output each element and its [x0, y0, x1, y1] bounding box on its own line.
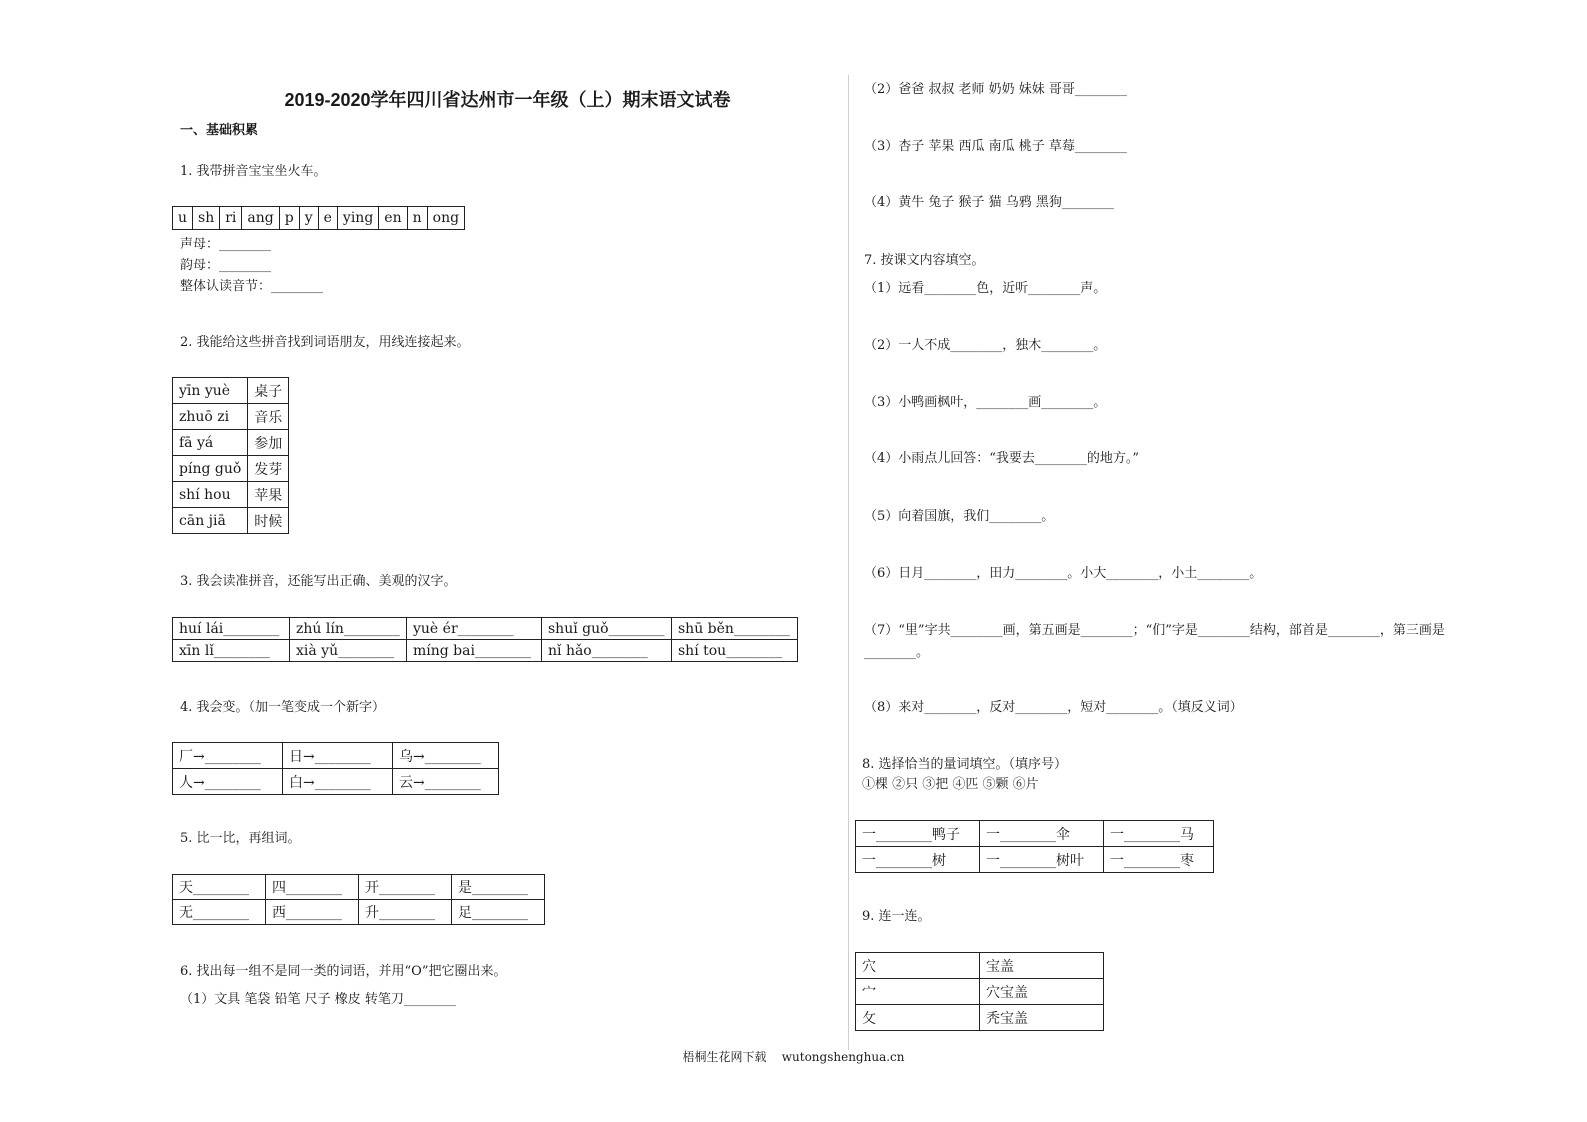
write-cell: yuè ér________ — [407, 618, 542, 640]
word-cell: 参加 — [248, 430, 289, 456]
pinyin-write-table — [172, 617, 798, 662]
write-cell: zhú lín________ — [290, 618, 407, 640]
word-cell: 升________ — [359, 900, 452, 925]
radical-name-cell: 宝盖 — [980, 953, 1104, 979]
pinyin-cell: zhuō zi — [173, 404, 248, 430]
word-cell: 发芽 — [248, 456, 289, 482]
question-2-prompt: 2. 我能给这些拼音找到词语朋友，用线连接起来。 — [180, 335, 470, 350]
radical-name-cell: 穴宝盖 — [980, 979, 1104, 1005]
write-cell: xīn lǐ________ — [173, 640, 290, 662]
write-cell: xià yǔ________ — [290, 640, 407, 662]
pinyin-train-table — [172, 206, 465, 230]
write-cell: shí tou________ — [672, 640, 798, 662]
pinyin-cell: shí hou — [173, 482, 248, 508]
radical-cell: 穴 — [856, 953, 980, 979]
pinyin-cell: yīn yuè — [173, 378, 248, 404]
measure-word-table — [855, 820, 1214, 873]
radical-cell: 宀 — [856, 979, 980, 1005]
question-7-prompt: 7. 按课文内容填空。 — [864, 253, 985, 268]
write-cell: shuǐ guǒ________ — [542, 618, 672, 640]
word-cell: 四________ — [266, 875, 359, 900]
word-cell: 无________ — [173, 900, 266, 925]
radical-cell: 攵 — [856, 1005, 980, 1031]
question-8-prompt: 8. 选择恰当的量词填空。（填序号） — [862, 757, 1068, 772]
pinyin-match-table — [172, 377, 289, 534]
measure-word-options: ①棵 ②只 ③把 ④匹 ⑤颗 ⑥片 — [862, 777, 1039, 792]
fill-blank-item: （2）一人不成________，独木________。 — [864, 338, 1107, 353]
measure-cell: 一________伞 — [980, 821, 1104, 847]
stroke-cell: 云→________ — [393, 769, 499, 795]
pinyin-cell: ying — [337, 207, 378, 230]
question-6-prompt: 6. 找出每一组不是同一类的词语，并用“O”把它圈出来。 — [180, 964, 507, 979]
compare-words-table — [172, 874, 545, 925]
measure-cell: 一________树 — [856, 847, 980, 873]
question-1-prompt: 1. 我带拼音宝宝坐火车。 — [180, 164, 327, 179]
pinyin-cell: sh — [193, 207, 220, 230]
odd-one-out-item: （2）爸爸 叔叔 老师 奶奶 妹妹 哥哥________ — [864, 82, 1127, 97]
pinyin-cell: u — [173, 207, 193, 230]
fill-blank-item: （8）来对________，反对________，短对________。（填反义词） — [864, 700, 1243, 715]
stroke-cell: 人→________ — [173, 769, 283, 795]
stroke-cell: 乌→________ — [393, 743, 499, 769]
pinyin-cell: e — [318, 207, 337, 230]
radical-match-table — [855, 952, 1104, 1031]
word-cell: 天________ — [173, 875, 266, 900]
section-heading: 一、基础积累 — [180, 123, 259, 138]
answer-line-syllables: 整体认读音节：________ — [180, 279, 324, 294]
measure-cell: 一________鸭子 — [856, 821, 980, 847]
write-cell: nǐ hǎo________ — [542, 640, 672, 662]
pinyin-cell: fā yá — [173, 430, 248, 456]
measure-cell: 一________枣 — [1104, 847, 1214, 873]
fill-blank-item: （6）日月________，田力________。小大________，小土________。 — [864, 566, 1263, 581]
pinyin-cell: ong — [427, 207, 464, 230]
stroke-cell: 厂→________ — [173, 743, 283, 769]
pinyin-cell: y — [299, 207, 318, 230]
fill-blank-item-continued: ________。 — [864, 645, 930, 660]
column-divider — [848, 75, 849, 1050]
question-3-prompt: 3. 我会读准拼音，还能写出正确、美观的汉字。 — [180, 574, 457, 589]
question-9-prompt: 9. 连一连。 — [862, 909, 931, 924]
fill-blank-item: （5）向着国旗，我们________。 — [864, 509, 1055, 524]
measure-cell: 一________马 — [1104, 821, 1214, 847]
word-cell: 足________ — [452, 900, 545, 925]
page-title: 2019-2020学年四川省达州市一年级（上）期末语文试卷 — [284, 90, 731, 110]
write-cell: míng bai________ — [407, 640, 542, 662]
word-cell: 桌子 — [248, 378, 289, 404]
question-5-prompt: 5. 比一比，再组词。 — [180, 831, 301, 846]
pinyin-cell: en — [379, 207, 407, 230]
fill-blank-item: （7）“里”字共________画，第五画是________；“们”字是________结构，部首是________，第三画是 — [864, 623, 1445, 638]
pinyin-cell: n — [407, 207, 427, 230]
pinyin-cell: píng guǒ — [173, 456, 248, 482]
write-cell: shū běn________ — [672, 618, 798, 640]
radical-name-cell: 秃宝盖 — [980, 1005, 1104, 1031]
add-stroke-table — [172, 742, 499, 795]
word-cell: 苹果 — [248, 482, 289, 508]
word-cell: 是________ — [452, 875, 545, 900]
fill-blank-item: （4）小雨点儿回答：“我要去________的地方。” — [864, 451, 1140, 466]
pinyin-cell: p — [279, 207, 299, 230]
answer-line-finals: 韵母：________ — [180, 258, 272, 273]
fill-blank-item: （3）小鸭画枫叶，________画________。 — [864, 395, 1107, 410]
fill-blank-item: （1）远看________色，近听________声。 — [864, 281, 1107, 296]
page-footer: 梧桐生花网下载 wutongshenghua.cn — [682, 1050, 905, 1064]
odd-one-out-item: （3）杏子 苹果 西瓜 南瓜 桃子 草莓________ — [864, 139, 1127, 154]
pinyin-cell: cān jiā — [173, 508, 248, 534]
word-cell: 时候 — [248, 508, 289, 534]
word-cell: 音乐 — [248, 404, 289, 430]
stroke-cell: 日→________ — [283, 743, 393, 769]
answer-line-initials: 声母：________ — [180, 237, 272, 252]
write-cell: huí lái________ — [173, 618, 290, 640]
question-4-prompt: 4. 我会变。（加一笔变成一个新字） — [180, 700, 386, 715]
odd-one-out-item: （1）文具 笔袋 铅笔 尺子 橡皮 转笔刀________ — [180, 992, 456, 1007]
pinyin-cell: ang — [242, 207, 279, 230]
stroke-cell: 白→________ — [283, 769, 393, 795]
odd-one-out-item: （4）黄牛 兔子 猴子 猫 乌鸦 黑狗________ — [864, 195, 1114, 210]
word-cell: 开________ — [359, 875, 452, 900]
word-cell: 西________ — [266, 900, 359, 925]
measure-cell: 一________树叶 — [980, 847, 1104, 873]
pinyin-cell: ri — [220, 207, 242, 230]
